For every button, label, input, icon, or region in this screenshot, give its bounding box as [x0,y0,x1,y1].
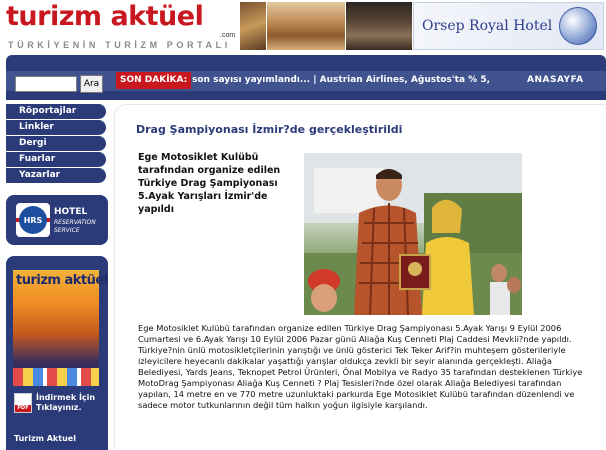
magazine-panel [6,256,108,450]
hrs-title: HOTEL [54,207,88,217]
sidebar-item-dergi[interactable]: Dergi [6,136,106,151]
article-photo [304,153,522,315]
article-paragraph: Türkiye?nin ünlü motosikletçilerinin yarıştığı ve ünlü gösterici Tek Teker Arif?in muhteşem gösterileriyle izleyicilere heyecanlı dakikalar yaşattığı yarışlar oldukça zevkli bir seyir alanında gerçekleşti. Aliağa Belediyesi, Yards Jeans, Teknopet Petrol Ürünleri, Önal Mobilya ve Radyo 35 tarafından desteklenen Türkiye MotoDrag Şampiyonası Aliağa Kuş Cenneti ? Plaj Tesisleri?nde özel olarak Aliağa Belediyesi tarafından yapılan, 14 metre en ve 770 metre uzunluktaki parkurda Ege Motosiklet Kulübü tarafından düzenlendi ve sadece motor tutkunlarının değil tüm halkın yoğun ilgisiyle karşılandı. [138,345,583,410]
hotel-ad-banner[interactable] [413,2,604,50]
pdf-badge: PDF [15,405,31,412]
article-lead: Ege Motosiklet Kulübü tarafından organize edilen Türkiye Drag Şampiyonası 5.Ayak Yarışları İzmir'de yapıldı [138,152,281,215]
hrs-subtitle: RESERVATION SERVICE [54,219,96,234]
sidebar-item-linkler[interactable]: Linkler [6,120,106,135]
sidebar-footer-title: Turizm Aktuel [14,434,76,443]
sidebar-item-yazarlar[interactable]: Yazarlar [6,168,106,183]
article-body [138,323,594,411]
article-title: Drag Şampiyonası İzmir?de gerçekleştirildi [136,123,403,136]
top-navigation-bar [6,55,606,100]
site-header [0,0,606,55]
header-photo-hotel-interior [267,2,345,50]
site-logo[interactable] [6,1,236,50]
magazine-cover-strip [13,368,99,386]
logo-text: turizm aktüel [6,1,204,32]
header-photo-hotel-room [346,2,412,50]
pdf-download-link[interactable]: İndirmek İçin Tıklayınız. [36,393,96,412]
pdf-icon[interactable] [14,393,32,413]
sidebar-nav [6,104,106,184]
sidebar-item-fuarlar[interactable]: Fuarlar [6,152,106,167]
hrs-ad-banner[interactable] [6,195,108,245]
magazine-cover-title: turizm aktüel [16,273,108,288]
hrs-logo-text: HRS [19,206,47,234]
main-content [114,100,606,450]
magazine-cover-image[interactable] [13,270,108,386]
sidebar-item-roportajlar[interactable]: Röportajlar [6,104,106,119]
article-paragraph: Ege Motosiklet Kulübü tarafından organize edilen Türkiye Drag Şampiyonası 5.Ayak Yarışı 9 Eylül 2006 Cumartesi ve 6.Ayak Yarışı 10 Eylül 2006 Pazar günü Aliağa Kuş Cenneti Plaj Caddesi Mevkii?nde yapıldı. [138,323,572,344]
logo-domain: .com [220,32,236,39]
breaking-news-ticker[interactable]: son sayısı yayımlandı... | Austrian Airlines, Ağustos'ta % 5, [192,75,491,85]
breaking-news-label: SON DAKİKA: [116,72,191,89]
search-button[interactable]: Ara [80,75,103,93]
logo-tagline: TÜRKİYENİN TURİZM PORTALI [8,40,231,50]
search-input[interactable] [15,76,77,92]
hotel-ad-name: Orsep Royal Hotel [422,18,553,34]
hrs-logo-icon [16,203,50,237]
left-sidebar [6,100,108,450]
header-photo-1 [240,2,266,50]
home-link[interactable]: ANASAYFA [527,75,584,85]
hotel-logo-icon [559,7,597,45]
article-photo-illustration [304,153,522,315]
